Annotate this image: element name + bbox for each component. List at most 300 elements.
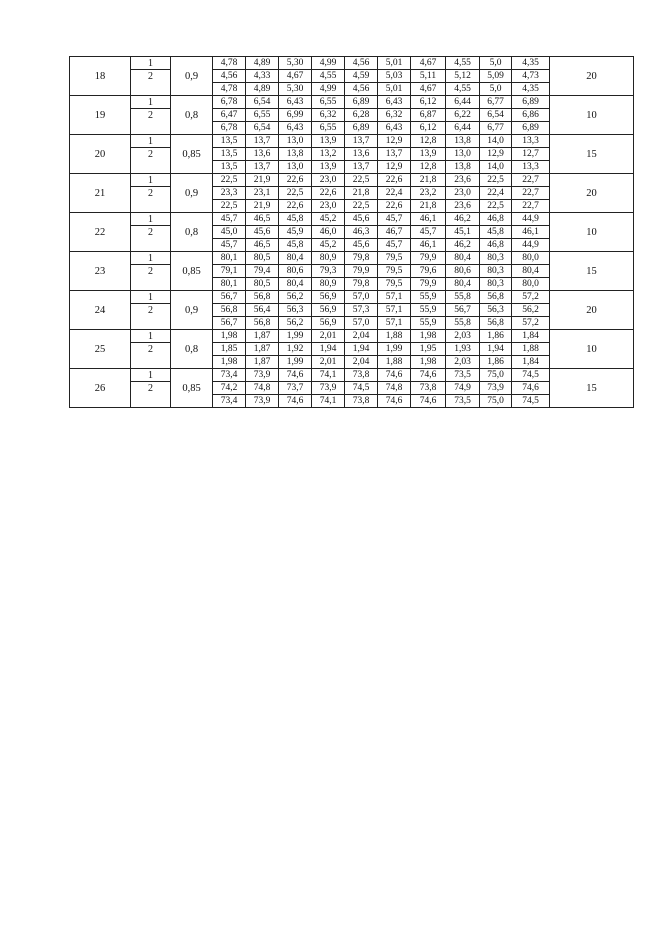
value-cell: 56,2 <box>279 291 312 304</box>
value-cell: 21,8 <box>411 174 446 187</box>
table-row <box>70 330 634 343</box>
coefficient-cell: 0,9 <box>171 57 213 96</box>
value-cell: 6,89 <box>345 96 378 109</box>
value-cell: 14,0 <box>480 161 512 174</box>
value-cell: 73,8 <box>345 395 378 408</box>
value-cell: 4,56 <box>345 57 378 70</box>
sample-size-cell: 10 <box>550 330 634 369</box>
value-cell: 6,86 <box>512 109 550 122</box>
value-cell: 5,12 <box>446 70 480 83</box>
value-cell: 57,0 <box>345 317 378 330</box>
variant-number-cell: 26 <box>70 369 131 408</box>
value-cell: 12,8 <box>411 135 446 148</box>
value-cell: 4,56 <box>213 70 246 83</box>
value-cell: 6,54 <box>480 109 512 122</box>
value-cell: 1,84 <box>512 356 550 369</box>
value-cell: 22,6 <box>279 200 312 213</box>
value-cell: 45,9 <box>279 226 312 239</box>
value-cell: 22,5 <box>279 187 312 200</box>
value-cell: 73,8 <box>345 369 378 382</box>
value-cell: 80,5 <box>246 252 279 265</box>
value-cell: 46,1 <box>512 226 550 239</box>
value-cell: 80,6 <box>446 265 480 278</box>
table-row <box>70 226 634 239</box>
coefficient-cell: 0,8 <box>171 96 213 135</box>
value-cell: 74,5 <box>345 382 378 395</box>
value-cell: 1,95 <box>411 343 446 356</box>
table-row <box>70 291 634 304</box>
series-index-cell: 2 <box>131 382 171 395</box>
value-cell: 73,5 <box>446 395 480 408</box>
value-cell: 79,8 <box>345 252 378 265</box>
value-cell: 22,4 <box>480 187 512 200</box>
value-cell: 6,28 <box>345 109 378 122</box>
series-index-cell: 1 <box>131 213 171 226</box>
value-cell: 12,8 <box>411 161 446 174</box>
value-cell: 80,9 <box>312 252 345 265</box>
value-cell: 21,8 <box>345 187 378 200</box>
value-cell: 75,0 <box>480 395 512 408</box>
value-cell: 13,9 <box>411 148 446 161</box>
value-cell: 1,86 <box>480 356 512 369</box>
value-cell: 80,4 <box>279 278 312 291</box>
value-cell: 73,4 <box>213 369 246 382</box>
value-cell: 57,0 <box>345 291 378 304</box>
value-cell: 80,3 <box>480 252 512 265</box>
value-cell: 56,9 <box>312 304 345 317</box>
value-cell: 22,5 <box>480 174 512 187</box>
coefficient-cell: 0,8 <box>171 213 213 252</box>
value-cell: 56,2 <box>512 304 550 317</box>
value-cell: 57,1 <box>378 317 411 330</box>
value-cell: 46,1 <box>411 213 446 226</box>
value-cell: 22,7 <box>512 200 550 213</box>
series-index-cell: 1 <box>131 57 171 70</box>
value-cell: 13,7 <box>246 161 279 174</box>
value-cell: 44,9 <box>512 239 550 252</box>
value-cell: 46,5 <box>246 239 279 252</box>
value-cell: 6,47 <box>213 109 246 122</box>
series-index-cell: 2 <box>131 148 171 161</box>
table-row <box>70 57 634 70</box>
value-cell: 5,0 <box>480 83 512 96</box>
series-index-cell <box>131 200 171 213</box>
series-index-cell: 1 <box>131 291 171 304</box>
value-cell: 55,9 <box>411 304 446 317</box>
value-cell: 4,78 <box>213 57 246 70</box>
series-index-cell <box>131 278 171 291</box>
value-cell: 80,4 <box>512 265 550 278</box>
value-cell: 13,8 <box>279 148 312 161</box>
value-cell: 45,8 <box>480 226 512 239</box>
value-cell: 57,3 <box>345 304 378 317</box>
sample-size-cell: 10 <box>550 96 634 135</box>
series-index-cell: 2 <box>131 187 171 200</box>
value-cell: 22,6 <box>378 200 411 213</box>
value-cell: 4,89 <box>246 83 279 96</box>
value-cell: 74,6 <box>279 369 312 382</box>
value-cell: 12,9 <box>480 148 512 161</box>
table-row <box>70 239 634 252</box>
value-cell: 45,7 <box>378 239 411 252</box>
value-cell: 44,9 <box>512 213 550 226</box>
value-cell: 13,9 <box>312 135 345 148</box>
variant-number-cell: 20 <box>70 135 131 174</box>
series-index-cell: 2 <box>131 304 171 317</box>
value-cell: 4,35 <box>512 83 550 96</box>
value-cell: 55,8 <box>446 291 480 304</box>
value-cell: 79,5 <box>378 252 411 265</box>
table-row <box>70 278 634 291</box>
value-cell: 4,67 <box>411 83 446 96</box>
value-cell: 74,6 <box>512 382 550 395</box>
value-cell: 56,9 <box>312 317 345 330</box>
value-cell: 4,35 <box>512 57 550 70</box>
value-cell: 80,4 <box>279 252 312 265</box>
value-cell: 23,0 <box>312 174 345 187</box>
value-cell: 79,5 <box>378 278 411 291</box>
value-cell: 13,8 <box>446 161 480 174</box>
value-cell: 1,85 <box>213 343 246 356</box>
coefficient-cell: 0,85 <box>171 135 213 174</box>
value-cell: 56,7 <box>446 304 480 317</box>
table-row <box>70 109 634 122</box>
value-cell: 5,11 <box>411 70 446 83</box>
value-cell: 55,9 <box>411 317 446 330</box>
value-cell: 6,54 <box>246 96 279 109</box>
series-index-cell: 1 <box>131 252 171 265</box>
table-row <box>70 304 634 317</box>
value-cell: 2,03 <box>446 356 480 369</box>
series-index-cell: 2 <box>131 70 171 83</box>
value-cell: 56,7 <box>213 291 246 304</box>
value-cell: 55,8 <box>446 317 480 330</box>
value-cell: 1,99 <box>378 343 411 356</box>
value-cell: 45,7 <box>411 226 446 239</box>
value-cell: 56,8 <box>213 304 246 317</box>
value-cell: 6,54 <box>246 122 279 135</box>
value-cell: 13,3 <box>512 135 550 148</box>
value-cell: 4,78 <box>213 83 246 96</box>
value-cell: 22,6 <box>378 174 411 187</box>
table-row <box>70 356 634 369</box>
table-row <box>70 265 634 278</box>
value-cell: 12,9 <box>378 135 411 148</box>
value-cell: 6,32 <box>378 109 411 122</box>
value-cell: 1,84 <box>512 330 550 343</box>
value-cell: 13,3 <box>512 161 550 174</box>
value-cell: 80,3 <box>480 278 512 291</box>
table-row <box>70 187 634 200</box>
value-cell: 21,9 <box>246 174 279 187</box>
value-cell: 1,93 <box>446 343 480 356</box>
value-cell: 1,87 <box>246 343 279 356</box>
value-cell: 45,0 <box>213 226 246 239</box>
value-cell: 6,77 <box>480 96 512 109</box>
value-cell: 56,8 <box>246 291 279 304</box>
table-row <box>70 148 634 161</box>
value-cell: 80,1 <box>213 252 246 265</box>
value-cell: 13,7 <box>246 135 279 148</box>
series-index-cell: 1 <box>131 96 171 109</box>
value-cell: 5,01 <box>378 83 411 96</box>
value-cell: 23,3 <box>213 187 246 200</box>
value-cell: 22,6 <box>312 187 345 200</box>
value-cell: 6,55 <box>246 109 279 122</box>
value-cell: 13,8 <box>446 135 480 148</box>
table-row <box>70 122 634 135</box>
value-cell: 73,9 <box>246 369 279 382</box>
value-cell: 74,9 <box>446 382 480 395</box>
value-cell: 74,5 <box>512 369 550 382</box>
value-cell: 56,4 <box>246 304 279 317</box>
value-cell: 13,5 <box>213 161 246 174</box>
value-cell: 1,98 <box>411 330 446 343</box>
table-row <box>70 395 634 408</box>
series-index-cell <box>131 317 171 330</box>
value-cell: 13,7 <box>378 148 411 161</box>
value-cell: 73,9 <box>246 395 279 408</box>
value-cell: 79,6 <box>411 265 446 278</box>
value-cell: 23,0 <box>446 187 480 200</box>
series-index-cell: 2 <box>131 226 171 239</box>
value-cell: 12,9 <box>378 161 411 174</box>
value-cell: 23,2 <box>411 187 446 200</box>
value-cell: 21,9 <box>246 200 279 213</box>
value-cell: 46,2 <box>446 239 480 252</box>
value-cell: 4,99 <box>312 57 345 70</box>
value-cell: 2,03 <box>446 330 480 343</box>
value-cell: 1,94 <box>312 343 345 356</box>
value-cell: 1,94 <box>480 343 512 356</box>
value-cell: 45,7 <box>378 213 411 226</box>
value-cell: 79,3 <box>312 265 345 278</box>
value-cell: 6,22 <box>446 109 480 122</box>
value-cell: 22,7 <box>512 187 550 200</box>
value-cell: 73,8 <box>411 382 446 395</box>
value-cell: 1,94 <box>345 343 378 356</box>
value-cell: 79,9 <box>411 252 446 265</box>
value-cell: 6,99 <box>279 109 312 122</box>
value-cell: 4,73 <box>512 70 550 83</box>
value-cell: 6,43 <box>378 122 411 135</box>
value-cell: 56,8 <box>480 317 512 330</box>
value-cell: 4,99 <box>312 83 345 96</box>
value-cell: 46,7 <box>378 226 411 239</box>
value-cell: 13,6 <box>246 148 279 161</box>
table-row <box>70 343 634 356</box>
value-cell: 45,1 <box>446 226 480 239</box>
value-cell: 46,8 <box>480 239 512 252</box>
value-cell: 1,88 <box>378 356 411 369</box>
value-cell: 22,6 <box>279 174 312 187</box>
coefficient-cell: 0,8 <box>171 330 213 369</box>
table-row <box>70 382 634 395</box>
sample-size-cell: 20 <box>550 174 634 213</box>
value-cell: 46,0 <box>312 226 345 239</box>
value-cell: 45,7 <box>213 213 246 226</box>
value-cell: 13,6 <box>345 148 378 161</box>
value-cell: 56,3 <box>480 304 512 317</box>
value-cell: 23,0 <box>312 200 345 213</box>
value-cell: 45,6 <box>246 226 279 239</box>
value-cell: 4,59 <box>345 70 378 83</box>
value-cell: 79,8 <box>345 278 378 291</box>
sample-size-cell: 20 <box>550 57 634 96</box>
value-cell: 74,6 <box>411 395 446 408</box>
value-cell: 21,8 <box>411 200 446 213</box>
value-cell: 80,0 <box>512 278 550 291</box>
value-cell: 45,8 <box>279 239 312 252</box>
value-cell: 2,04 <box>345 330 378 343</box>
value-cell: 6,87 <box>411 109 446 122</box>
value-cell: 2,04 <box>345 356 378 369</box>
variant-number-cell: 25 <box>70 330 131 369</box>
value-cell: 4,33 <box>246 70 279 83</box>
value-cell: 1,92 <box>279 343 312 356</box>
value-cell: 74,8 <box>378 382 411 395</box>
value-cell: 1,88 <box>378 330 411 343</box>
table-row <box>70 96 634 109</box>
value-cell: 6,32 <box>312 109 345 122</box>
value-cell: 56,8 <box>246 317 279 330</box>
value-cell: 80,0 <box>512 252 550 265</box>
coefficient-cell: 0,85 <box>171 252 213 291</box>
value-cell: 45,2 <box>312 239 345 252</box>
value-cell: 1,86 <box>480 330 512 343</box>
value-cell: 5,30 <box>279 57 312 70</box>
coefficient-cell: 0,9 <box>171 291 213 330</box>
table-row <box>70 83 634 96</box>
value-cell: 80,4 <box>446 278 480 291</box>
value-cell: 80,6 <box>279 265 312 278</box>
value-cell: 14,0 <box>480 135 512 148</box>
value-cell: 6,43 <box>279 122 312 135</box>
value-cell: 74,6 <box>279 395 312 408</box>
table-row <box>70 70 634 83</box>
value-cell: 6,44 <box>446 122 480 135</box>
value-cell: 45,7 <box>213 239 246 252</box>
data-table <box>69 56 634 408</box>
value-cell: 56,8 <box>480 291 512 304</box>
value-cell: 6,89 <box>512 96 550 109</box>
value-cell: 73,7 <box>279 382 312 395</box>
table-row <box>70 200 634 213</box>
value-cell: 22,4 <box>378 187 411 200</box>
coefficient-cell: 0,85 <box>171 369 213 408</box>
value-cell: 13,7 <box>345 161 378 174</box>
value-cell: 80,4 <box>446 252 480 265</box>
coefficient-cell: 0,9 <box>171 174 213 213</box>
value-cell: 22,7 <box>512 174 550 187</box>
series-index-cell <box>131 239 171 252</box>
value-cell: 6,43 <box>378 96 411 109</box>
value-cell: 22,5 <box>480 200 512 213</box>
value-cell: 45,2 <box>312 213 345 226</box>
value-cell: 74,1 <box>312 395 345 408</box>
value-cell: 55,9 <box>411 291 446 304</box>
value-cell: 6,55 <box>312 122 345 135</box>
value-cell: 5,09 <box>480 70 512 83</box>
value-cell: 1,98 <box>213 356 246 369</box>
value-cell: 57,2 <box>512 291 550 304</box>
value-cell: 13,0 <box>446 148 480 161</box>
variant-number-cell: 21 <box>70 174 131 213</box>
sample-size-cell: 20 <box>550 291 634 330</box>
value-cell: 13,0 <box>279 161 312 174</box>
value-cell: 5,03 <box>378 70 411 83</box>
value-cell: 45,8 <box>279 213 312 226</box>
series-index-cell <box>131 161 171 174</box>
table-row <box>70 161 634 174</box>
value-cell: 80,5 <box>246 278 279 291</box>
value-cell: 13,0 <box>279 135 312 148</box>
variant-number-cell: 19 <box>70 96 131 135</box>
value-cell: 22,5 <box>345 174 378 187</box>
value-cell: 4,55 <box>446 57 480 70</box>
series-index-cell: 1 <box>131 369 171 382</box>
value-cell: 57,2 <box>512 317 550 330</box>
variant-number-cell: 18 <box>70 57 131 96</box>
value-cell: 22,5 <box>345 200 378 213</box>
value-cell: 73,5 <box>446 369 480 382</box>
value-cell: 46,5 <box>246 213 279 226</box>
value-cell: 6,44 <box>446 96 480 109</box>
value-cell: 74,6 <box>378 395 411 408</box>
value-cell: 75,0 <box>480 369 512 382</box>
value-cell: 1,87 <box>246 356 279 369</box>
value-cell: 1,88 <box>512 343 550 356</box>
value-cell: 6,12 <box>411 122 446 135</box>
value-cell: 79,9 <box>345 265 378 278</box>
series-index-cell: 1 <box>131 174 171 187</box>
value-cell: 79,5 <box>378 265 411 278</box>
value-cell: 74,8 <box>246 382 279 395</box>
value-cell: 56,2 <box>279 317 312 330</box>
sample-size-cell: 10 <box>550 213 634 252</box>
sample-size-cell: 15 <box>550 135 634 174</box>
value-cell: 4,55 <box>446 83 480 96</box>
value-cell: 74,6 <box>411 369 446 382</box>
value-cell: 80,9 <box>312 278 345 291</box>
value-cell: 56,7 <box>213 317 246 330</box>
value-cell: 6,77 <box>480 122 512 135</box>
value-cell: 46,3 <box>345 226 378 239</box>
series-index-cell <box>131 122 171 135</box>
value-cell: 1,99 <box>279 356 312 369</box>
value-cell: 74,2 <box>213 382 246 395</box>
value-cell: 2,01 <box>312 330 345 343</box>
value-cell: 4,67 <box>279 70 312 83</box>
value-cell: 5,30 <box>279 83 312 96</box>
value-cell: 79,9 <box>411 278 446 291</box>
value-cell: 6,12 <box>411 96 446 109</box>
value-cell: 46,8 <box>480 213 512 226</box>
value-cell: 22,5 <box>213 174 246 187</box>
value-cell: 13,9 <box>312 161 345 174</box>
value-cell: 23,1 <box>246 187 279 200</box>
value-cell: 6,78 <box>213 122 246 135</box>
sample-size-cell: 15 <box>550 252 634 291</box>
series-index-cell <box>131 83 171 96</box>
value-cell: 45,6 <box>345 213 378 226</box>
sample-size-cell: 15 <box>550 369 634 408</box>
value-cell: 13,5 <box>213 148 246 161</box>
value-cell: 74,6 <box>378 369 411 382</box>
value-cell: 4,55 <box>312 70 345 83</box>
series-index-cell <box>131 356 171 369</box>
value-cell: 80,1 <box>213 278 246 291</box>
